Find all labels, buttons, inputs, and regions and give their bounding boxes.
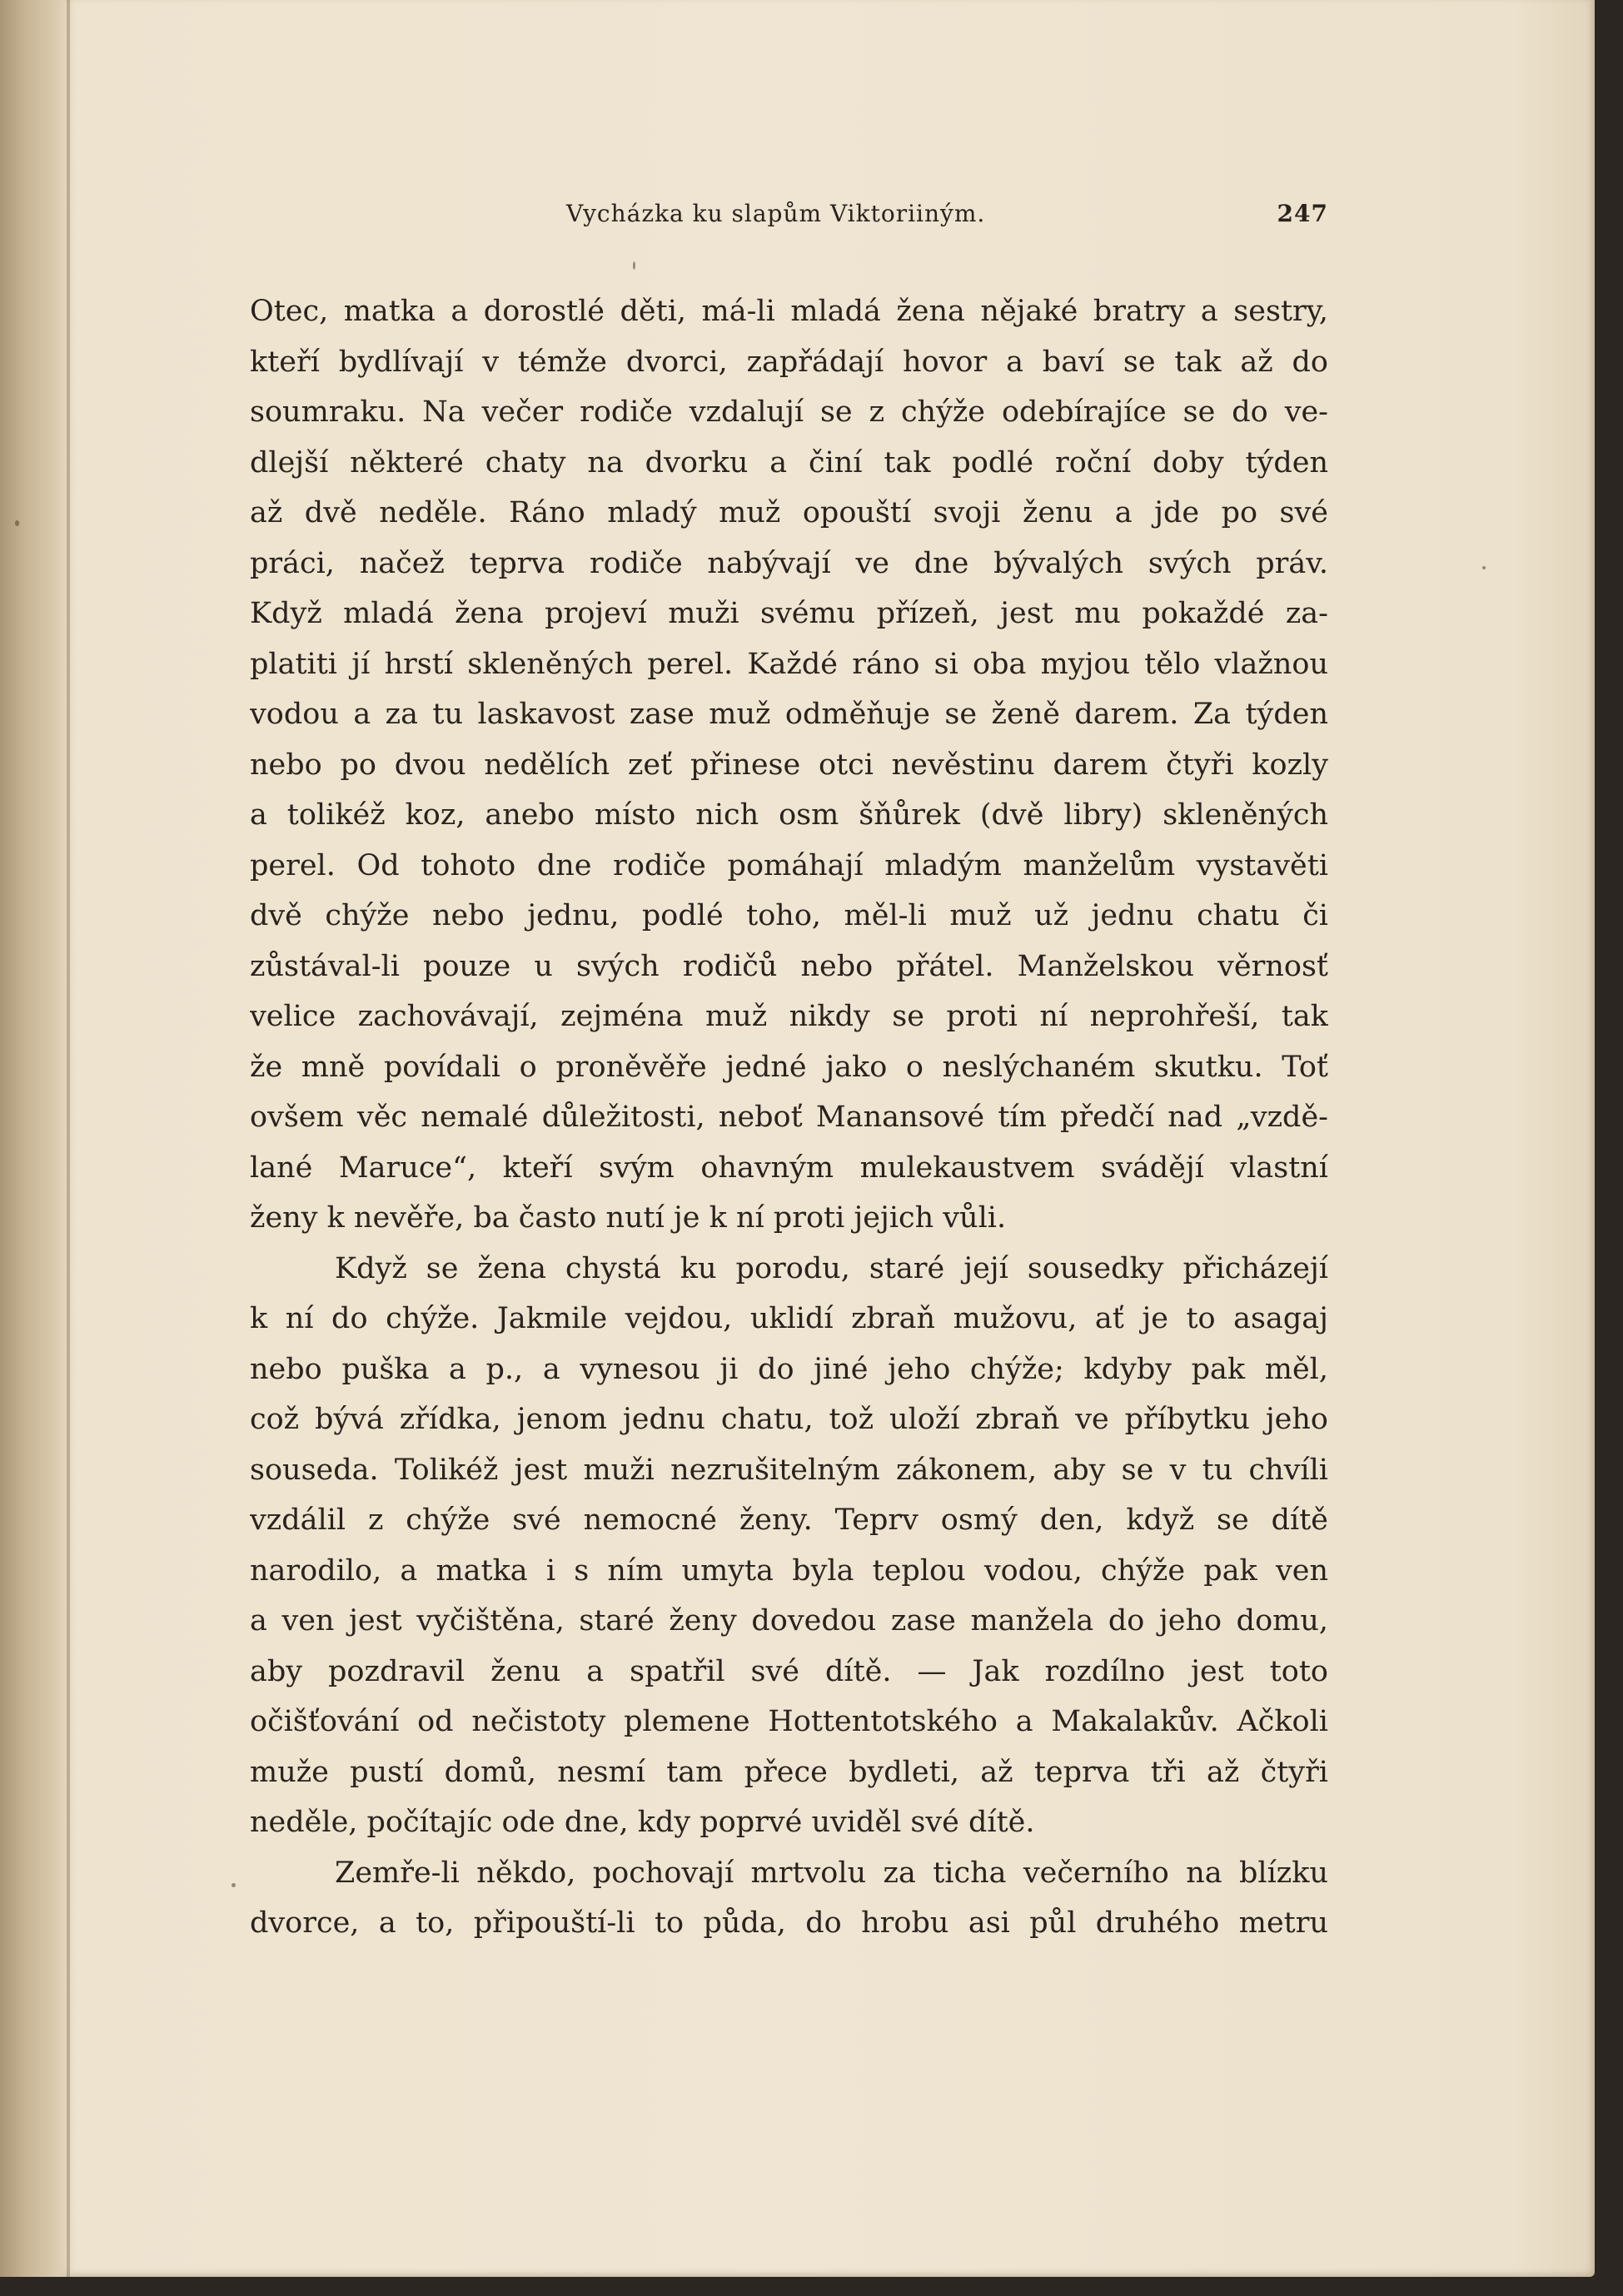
text-line: lané Maruce“, kteří svým ohavným mulekaustvem svádějí vlastní [250, 1150, 1328, 1185]
text-line: ženy k nevěře, ba často nutí je k ní proti jejich vůli. [250, 1201, 1007, 1235]
text-line: neděle, počítajíc ode dne, kdy poprvé uviděl své dítě. [250, 1806, 1035, 1839]
text-line: očišťování od nečistoty plemene Hottentotského a Makalakův. Ačkoli [250, 1705, 1328, 1738]
text-line: dlejší některé chaty na dvorku a činí tak podlé roční doby týden [250, 445, 1328, 480]
text-line: ovšem věc nemalé důležitosti, neboť Manansové tím předčí nad „vzdě- [250, 1101, 1328, 1134]
text-line: muže pustí domů, nesmí tam přece bydleti, až teprva tři až čtyři [250, 1755, 1328, 1789]
text-line: kteří bydlívají v témže dvorci, zapřádají hovor a baví se tak až do [250, 345, 1328, 379]
text-line: souseda. Tolikéž jest muži nezrušitelným zákonem, aby se v tu chvíli [250, 1453, 1328, 1487]
text-line: nebo po dvou nedělích zeť přinese otci nevěstinu darem čtyři kozly [250, 748, 1328, 782]
text-line: nebo puška a p., a vynesou ji do jiné jeho chýže; kdyby pak měl, [250, 1352, 1328, 1386]
page-number: 247 [1277, 200, 1328, 227]
paper-speck [1482, 566, 1486, 569]
text-line: práci, načež teprva rodiče nabývají ve dne bývalých svých práv. [250, 546, 1328, 580]
text-line: až dvě neděle. Ráno mladý muž opouští svoji ženu a jde po své [250, 496, 1328, 529]
text-line: velice zachovávají, zejména muž nikdy se proti ní neprohřeší, tak [250, 1000, 1328, 1033]
text-line: vodou a za tu laskavost zase muž odměňuje se ženě darem. Za týden [250, 698, 1328, 731]
binding-gutter [0, 0, 77, 2277]
running-header-title: Vycházka ku slapům Viktoriiným. [566, 200, 986, 227]
paper-speck [15, 520, 19, 526]
text-line: vzdálil z chýže své nemocné ženy. Teprv osmý den, když se dítě [250, 1503, 1328, 1537]
text-line: aby pozdravil ženu a spatřil své dítě. — Jak rozdílno jest toto [250, 1654, 1328, 1688]
text-line: soumraku. Na večer rodiče vzdalují se z chýže odebírajíce se do ve- [250, 395, 1328, 429]
text-line: Zemře-li někdo, pochovají mrtvolu za ticha večerního na blízku [335, 1856, 1328, 1890]
text-line: Když mladá žena projeví muži svému přízeň, jest mu pokaždé za- [250, 597, 1328, 630]
text-line: a tolikéž koz, anebo místo nich osm šňůrek (dvě libry) skleněných [250, 798, 1328, 832]
paper-speck [232, 1883, 236, 1887]
text-line: perel. Od tohoto dne rodiče pomáhají mladým manželům vystavěti [250, 848, 1328, 882]
text-line: zůstával-li pouze u svých rodičů nebo přátel. Manželskou věrnosť [250, 949, 1328, 983]
text-line: že mně povídali o proněvěře jedné jako o neslýchaném skutku. Toť [250, 1050, 1328, 1084]
binding-fold-line [67, 0, 70, 2277]
text-line: a ven jest vyčištěna, staré ženy dovedou zase manžela do jeho domu, [250, 1604, 1328, 1638]
text-line: k ní do chýže. Jakmile vejdou, uklidí zbraň mužovu, ať je to asagaj [250, 1302, 1328, 1335]
text-line: Otec, matka a dorostlé děti, má-li mladá žena nějaké bratry a sestry, [250, 295, 1328, 328]
book-page [250, 200, 1328, 1949]
text-line: dvě chýže nebo jednu, podlé toho, měl-li muž už jednu chatu či [250, 899, 1328, 932]
text-line: platiti jí hrstí skleněných perel. Každé ráno si oba myjou tělo vlažnou [250, 647, 1328, 681]
text-line: narodilo, a matka i s ním umyta byla teplou vodou, chýže pak ven [250, 1553, 1328, 1588]
text-line: což bývá zřídka, jenom jednu chatu, tož uloží zbraň ve příbytku jeho [250, 1403, 1328, 1436]
text-line: dvorce, a to, připouští-li to půda, do hrobu asi půl druhého metru [250, 1906, 1328, 1940]
body-text [250, 286, 1328, 1949]
running-header [250, 200, 1328, 236]
text-line: Když se žena chystá ku porodu, staré její sousedky přicházejí [335, 1251, 1328, 1285]
